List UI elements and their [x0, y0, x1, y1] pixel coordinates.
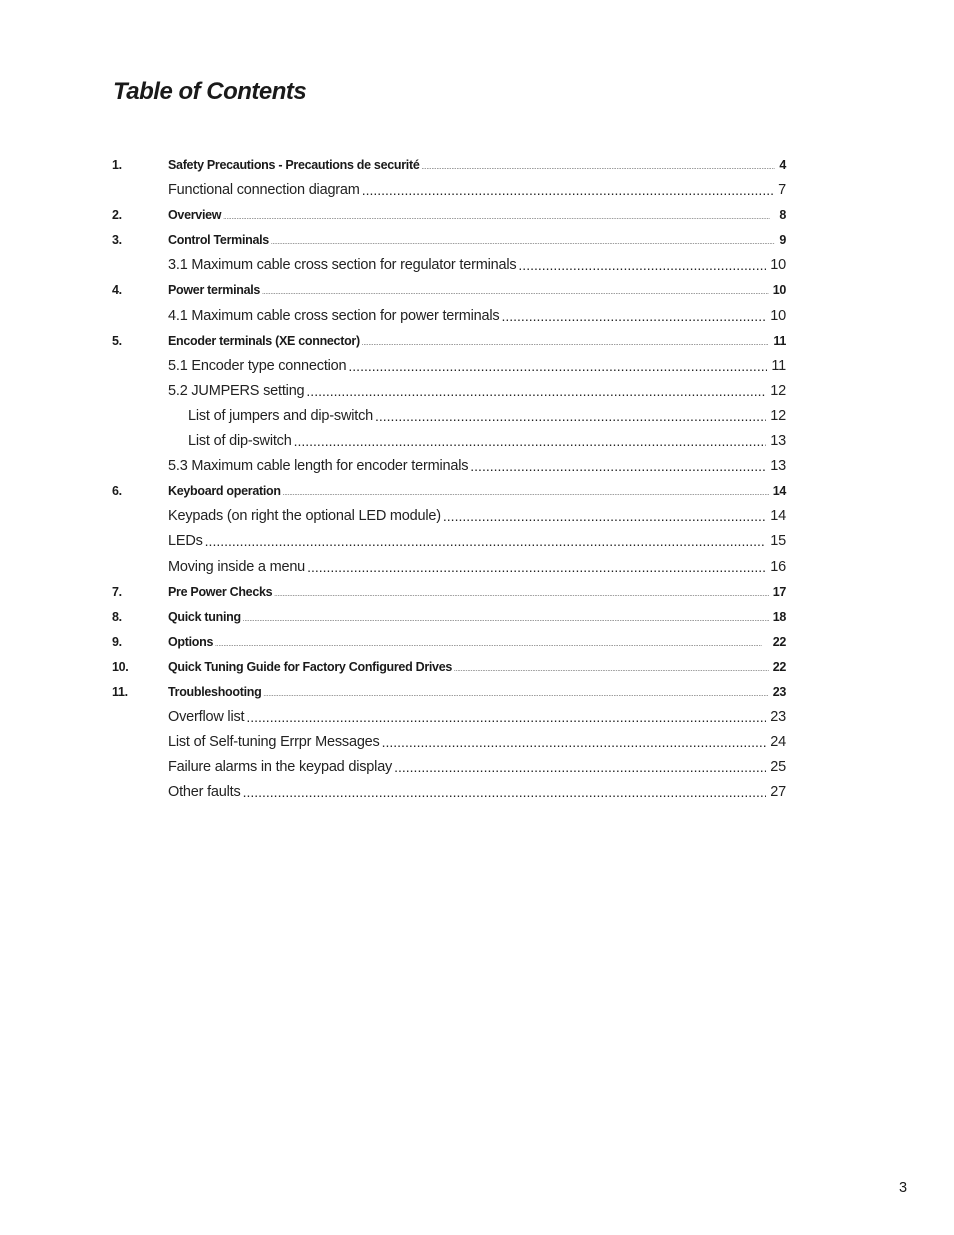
dot-leader: [454, 664, 769, 676]
dot-leader: [243, 614, 769, 626]
dot-leader: [382, 733, 767, 751]
toc-entry-link[interactable]: [168, 307, 786, 325]
toc-entry-link[interactable]: [168, 583, 786, 601]
toc-row[interactable]: [0, 579, 954, 604]
toc-entry-label: Troubleshooting: [168, 684, 262, 699]
toc-section-number: 10.: [112, 659, 129, 674]
toc-entry-page: 23: [770, 709, 786, 726]
toc-row[interactable]: [0, 503, 954, 528]
toc-entry-page: 25: [770, 759, 786, 776]
toc-entry-label: Control Terminals: [168, 233, 269, 248]
page-number: 3: [899, 1180, 908, 1196]
toc-entry-page: 9: [779, 233, 786, 248]
toc-entry-label: Pre Power Checks: [168, 584, 273, 599]
dot-leader: [271, 237, 775, 249]
toc-entry-label: Keyboard operation: [168, 484, 281, 499]
toc-entry-link[interactable]: [168, 332, 786, 350]
toc-section-number: 11.: [112, 684, 128, 699]
toc-entry-link[interactable]: [168, 708, 786, 726]
dot-leader: [348, 357, 767, 375]
dot-leader: [243, 783, 767, 801]
dot-leader: [362, 338, 770, 350]
toc-row[interactable]: [0, 704, 954, 729]
toc-section-number: 8.: [112, 609, 122, 624]
dot-leader: [501, 307, 766, 325]
toc-entry-label: Power terminals: [168, 283, 261, 298]
dot-leader: [246, 708, 766, 726]
toc-row[interactable]: [0, 779, 954, 804]
toc-row[interactable]: [0, 428, 954, 453]
toc-entry-label: Overview: [168, 208, 222, 223]
toc-section-number: 4.: [112, 283, 122, 298]
dot-leader: [375, 407, 766, 425]
dot-leader: [263, 689, 768, 701]
toc-entry-label: List of Self-tuning Errpr Messages: [168, 734, 380, 751]
toc-entry-page: 23: [772, 684, 786, 699]
toc-entry-label: Quick Tuning Guide for Factory Configured Drives: [168, 659, 453, 674]
toc-row[interactable]: [0, 277, 954, 302]
toc-section-number: 6.: [112, 484, 122, 499]
toc-section-number: 5.: [112, 333, 122, 348]
toc-entry-link[interactable]: [168, 206, 786, 224]
toc-entry-page: 24: [770, 734, 786, 751]
toc-entry-page: 13: [770, 458, 786, 475]
toc-entry-label: Functional connection diagram: [168, 182, 360, 199]
toc-section-number: 1.: [112, 158, 122, 172]
page-title: Table of Contents: [113, 78, 307, 105]
toc-entry-label: Overflow list: [168, 709, 245, 726]
toc-entry-link[interactable]: [168, 507, 786, 525]
toc-entry-page: 7: [778, 182, 786, 199]
toc-entry-label: Encoder terminals (XE connector): [168, 333, 360, 348]
toc-entry-link[interactable]: [168, 482, 786, 500]
toc-entry-page: 8: [779, 208, 786, 223]
toc-entry-label: Other faults: [168, 784, 241, 801]
toc-row[interactable]: [0, 528, 954, 553]
toc-section-number: 3.: [112, 233, 122, 248]
toc-row[interactable]: [0, 478, 954, 503]
toc-row[interactable]: [0, 729, 954, 754]
toc-entry-label: Failure alarms in the keypad display: [168, 759, 393, 776]
dot-leader: [518, 256, 766, 274]
toc-row[interactable]: [0, 328, 954, 353]
toc-entry-label: 5.1 Encoder type connection: [168, 357, 347, 374]
toc-entry-link[interactable]: [168, 156, 786, 174]
toc-entry-link[interactable]: [168, 683, 786, 701]
toc-entry-label: List of jumpers and dip-switch: [188, 407, 373, 424]
toc-section-number: 2.: [112, 208, 122, 223]
toc-entry-page: 10: [772, 283, 786, 298]
toc-entry-label: 5.2 JUMPERS setting: [168, 382, 305, 399]
toc-row[interactable]: [0, 378, 954, 403]
dot-leader: [307, 558, 766, 576]
toc-entry-page: 14: [772, 484, 786, 499]
toc-row[interactable]: [0, 152, 954, 177]
dot-leader: [223, 212, 775, 224]
toc-entry-page: 17: [772, 584, 786, 599]
toc-entry-page: 15: [770, 533, 786, 550]
toc-entry-link[interactable]: [168, 357, 786, 375]
dot-leader: [362, 181, 774, 199]
toc-entry-link[interactable]: [168, 733, 786, 751]
toc-row[interactable]: [0, 252, 954, 277]
toc-entry-link[interactable]: [168, 181, 786, 199]
toc-entry-link[interactable]: [168, 231, 786, 249]
toc-entry-page: 14: [770, 508, 786, 525]
toc-row[interactable]: [0, 202, 954, 227]
dot-leader: [294, 432, 767, 450]
toc-row[interactable]: [0, 303, 954, 328]
table-of-contents: [0, 152, 954, 804]
toc-entry-label: Keypads (on right the optional LED module): [168, 508, 441, 525]
toc-row[interactable]: [0, 177, 954, 202]
toc-entry-label: Quick tuning: [168, 609, 241, 624]
toc-entry-link[interactable]: [168, 558, 786, 576]
toc-entry-link[interactable]: [168, 256, 786, 274]
dot-leader: [306, 382, 766, 400]
toc-entry-link[interactable]: [168, 783, 786, 801]
toc-row[interactable]: [0, 604, 954, 629]
toc-entry-link[interactable]: [188, 432, 786, 450]
toc-entry-link[interactable]: [168, 532, 786, 550]
toc-row[interactable]: [0, 403, 954, 428]
toc-row[interactable]: [0, 227, 954, 252]
toc-entry-page: 10: [770, 307, 786, 324]
toc-row[interactable]: [0, 353, 954, 378]
toc-entry-link[interactable]: [168, 608, 786, 626]
toc-entry-page: 22: [772, 634, 786, 649]
toc-entry-page: 12: [770, 407, 786, 424]
dot-leader: [283, 488, 769, 500]
toc-entry-label: Moving inside a menu: [168, 558, 306, 575]
toc-entry-page: 11: [771, 357, 786, 374]
toc-row[interactable]: [0, 629, 954, 654]
toc-row[interactable]: [0, 754, 954, 779]
toc-entry-label: 5.3 Maximum cable length for encoder terminals: [168, 458, 469, 475]
toc-row[interactable]: [0, 654, 954, 679]
toc-entry-label: LEDs: [168, 533, 203, 550]
toc-entry-page: 10: [770, 257, 786, 274]
toc-row[interactable]: [0, 679, 954, 704]
toc-entry-label: Options: [168, 634, 214, 649]
toc-entry-page: 27: [770, 784, 786, 801]
toc-entry-link[interactable]: [168, 758, 786, 776]
toc-entry-page: 18: [772, 609, 786, 624]
toc-entry-page: 13: [770, 433, 786, 450]
dot-leader: [394, 758, 766, 776]
toc-entry-link[interactable]: [168, 633, 786, 651]
toc-entry-link[interactable]: [168, 382, 786, 400]
toc-section-number: 7.: [112, 584, 122, 599]
toc-row[interactable]: [0, 554, 954, 579]
dot-leader: [443, 507, 766, 525]
toc-entry-page: 16: [770, 558, 786, 575]
toc-entry-page: 4: [779, 158, 786, 172]
toc-entry-page: 11: [773, 333, 786, 348]
dot-leader: [274, 589, 768, 601]
toc-entry-link[interactable]: [188, 407, 786, 425]
dot-leader: [262, 287, 769, 299]
toc-entry-page: 22: [772, 659, 786, 674]
toc-entry-page: 12: [770, 382, 786, 399]
dot-leader: [421, 162, 775, 174]
toc-entry-label: List of dip-switch: [188, 433, 292, 450]
dot-leader: [470, 457, 766, 475]
toc-entry-label: 4.1 Maximum cable cross section for power terminals: [168, 307, 500, 324]
toc-section-number: 9.: [112, 634, 122, 649]
toc-row[interactable]: [0, 453, 954, 478]
dot-leader: [205, 532, 767, 550]
toc-entry-link[interactable]: [168, 281, 786, 299]
toc-entry-label: Safety Precautions - Precautions de securité: [168, 158, 420, 172]
dot-leader: [215, 639, 769, 651]
toc-entry-link[interactable]: [168, 658, 786, 676]
toc-entry-link[interactable]: [168, 457, 786, 475]
toc-entry-label: 3.1 Maximum cable cross section for regulator terminals: [168, 257, 517, 274]
